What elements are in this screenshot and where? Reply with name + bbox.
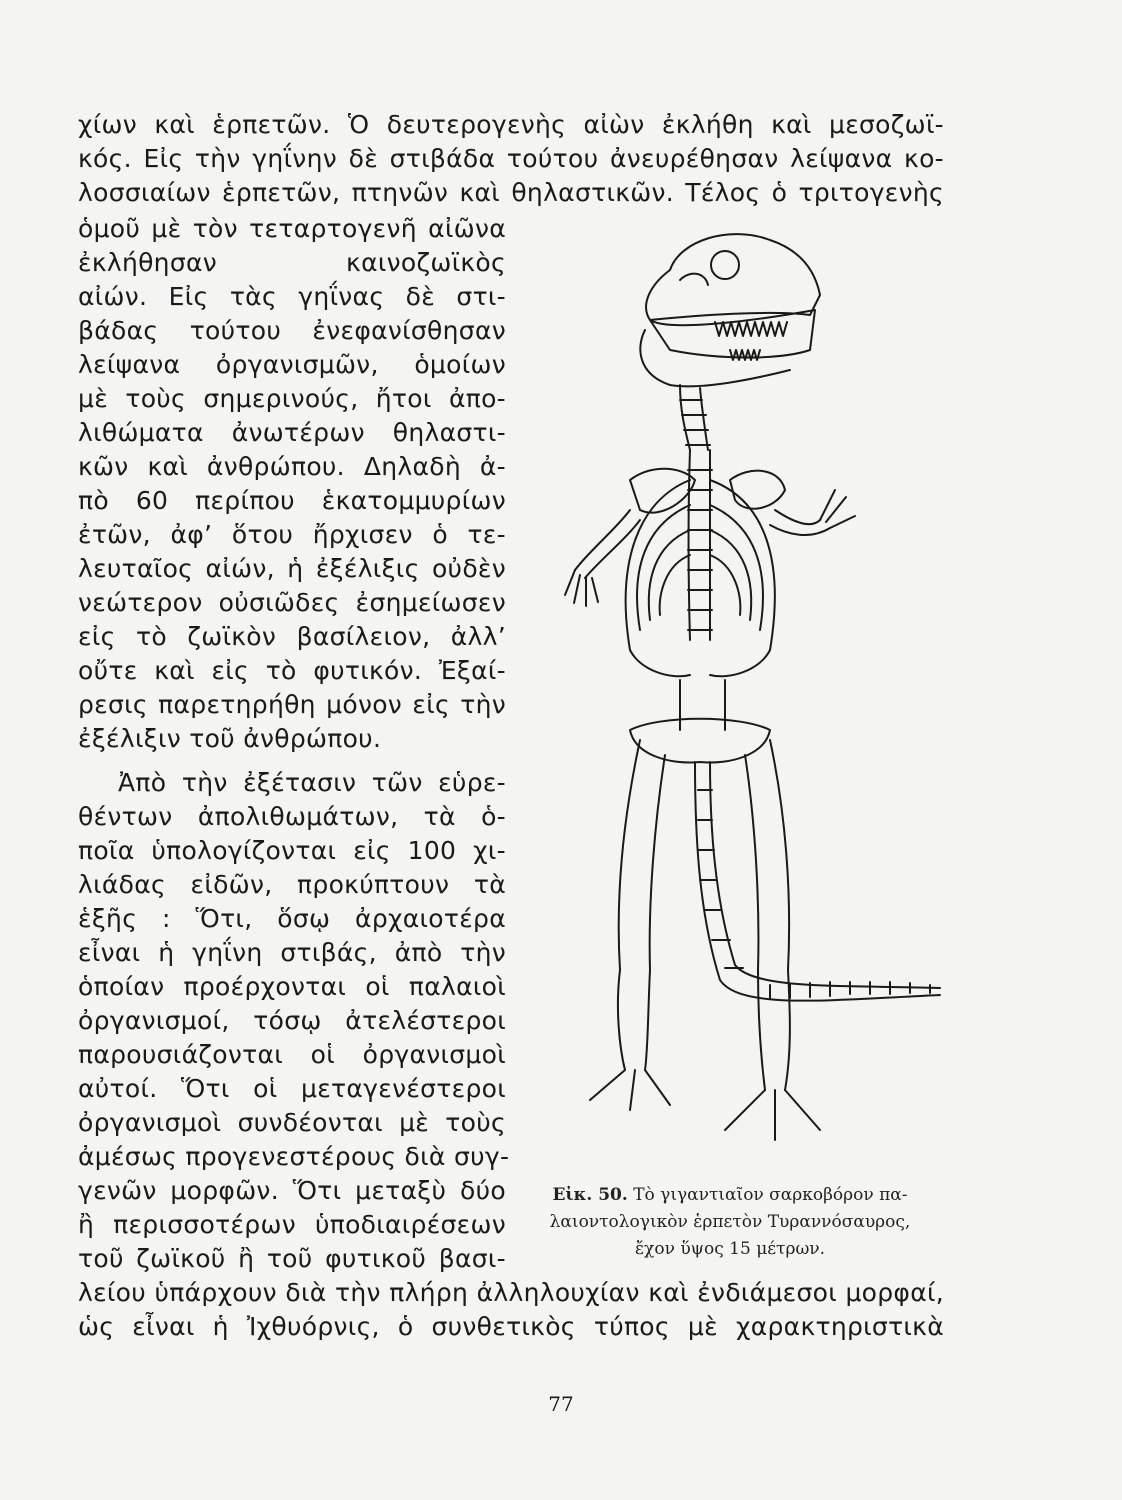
text-line: λείψανα ὀργανισμῶν, ὁμοίων xyxy=(78,350,506,379)
text-line: ὀργανισμοὶ συνδέονται μὲ τοὺς xyxy=(78,1108,506,1137)
text-line: αὐτοί. Ὅτι οἱ μεταγενέστεροι xyxy=(78,1074,506,1103)
text-line: γενῶν μορφῶν. Ὅτι μεταξὺ δύο xyxy=(78,1176,506,1205)
caption-text: Τὸ γιγαντιαῖον σαρκοβόρον πα- xyxy=(633,1185,908,1205)
text-line: οὔτε καὶ εἰς τὸ φυτικόν. Ἐξαί- xyxy=(78,656,506,685)
text-line: χίων καὶ ἑρπετῶν. Ὁ δευτερογενὴς αἰὼν ἐκλήθη καὶ μεσοζωϊ- xyxy=(78,110,944,139)
text-line: αἰών. Εἰς τὰς γηΐνας δὲ στι- xyxy=(78,282,506,311)
tyrannosaurus-skeleton-illustration xyxy=(530,210,950,1180)
text-line: κός. Εἰς τὴν γηΐνην δὲ στιβάδα τούτου ἀνευρέθησαν λείψανα κο- xyxy=(78,144,944,173)
text-line: Ἀπὸ τὴν ἐξέτασιν τῶν εὑρε- xyxy=(118,768,506,797)
text-line: νεώτερον οὐσιῶδες ἐσημείωσεν xyxy=(78,588,506,617)
text-line: λείου ὑπάρχουν διὰ τὴν πλήρη ἀλληλουχίαν καὶ ἐνδιάμεσοι μορφαί, xyxy=(78,1278,944,1307)
text-line: λευταῖος αἰών, ἡ ἐξέλιξις οὐδὲν xyxy=(78,554,506,583)
text-line: ὁμοῦ μὲ τὸν τεταρτογενῆ αἰῶνα xyxy=(78,214,506,243)
caption-text: ἔχον ὕψος 15 μέτρων. xyxy=(634,1239,826,1259)
text-line: λοσσιαίων ἑρπετῶν, πτηνῶν καὶ θηλαστικῶν. Τέλος ὁ τριτογενὴς xyxy=(78,178,944,207)
text-line: ἐτῶν, ἀφ’ ὅτου ἤρχισεν ὁ τε- xyxy=(78,520,506,549)
text-line: μὲ τοὺς σημερινούς, ἤτοι ἀπο- xyxy=(78,384,506,413)
text-line: ἐκλήθησαν καινοζωϊκὸς xyxy=(78,248,506,277)
text-line: λιθώματα ἀνωτέρων θηλαστι- xyxy=(78,418,506,447)
text-line: ὀργανισμοί, τόσῳ ἀτελέστεροι xyxy=(78,1006,506,1035)
text-line: ποῖα ὑπολογίζονται εἰς 100 χι- xyxy=(78,836,506,865)
text-line: εἰς τὸ ζωϊκὸν βασίλειον, ἀλλ’ xyxy=(78,622,506,651)
text-line: παρουσιάζονται οἱ ὀργανισμοὶ xyxy=(78,1040,506,1069)
text-line: ἐξέλιξιν τοῦ ἀνθρώπου. xyxy=(78,724,382,753)
text-line: θέντων ἀπολιθωμάτων, τὰ ὁ- xyxy=(78,802,506,831)
text-line: εἶναι ἡ γηΐνη στιβάς, ἀπὸ τὴν xyxy=(78,938,506,967)
text-line: κῶν καὶ ἀνθρώπου. Δηλαδὴ ἀ- xyxy=(78,452,506,481)
text-line: ἀμέσως προγενεστέρους διὰ συγ- xyxy=(78,1142,510,1171)
caption-text: λαιοντολογικὸν ἑρπετὸν Τυραννόσαυρος, xyxy=(549,1212,911,1232)
caption-label: Εἰκ. 50. xyxy=(552,1185,628,1205)
text-line: λιάδας εἰδῶν, προκύπτουν τὰ xyxy=(78,870,506,899)
text-line: βάδας τούτου ἐνεφανίσθησαν xyxy=(78,316,506,345)
text-line: ρεσις παρετηρήθη μόνον εἰς τὴν xyxy=(78,690,506,719)
text-line: ὡς εἶναι ἡ Ἰχθυόρνις, ὁ συνθετικὸς τύπος μὲ χαρακτηριστικὰ xyxy=(78,1312,944,1341)
text-line: πὸ 60 περίπου ἑκατομμυρίων xyxy=(78,486,506,515)
text-line: ἢ περισσοτέρων ὑποδιαιρέσεων xyxy=(78,1210,506,1239)
figure-caption xyxy=(515,1182,945,1263)
page-number: 77 xyxy=(548,1392,574,1416)
text-line: τοῦ ζωϊκοῦ ἢ τοῦ φυτικοῦ βασι- xyxy=(78,1244,506,1273)
text-line: ἑξῆς : Ὅτι, ὅσῳ ἀρχαιοτέρα xyxy=(78,904,506,933)
text-line: ὁποίαν προέρχονται οἱ παλαιοὶ xyxy=(78,972,506,1001)
